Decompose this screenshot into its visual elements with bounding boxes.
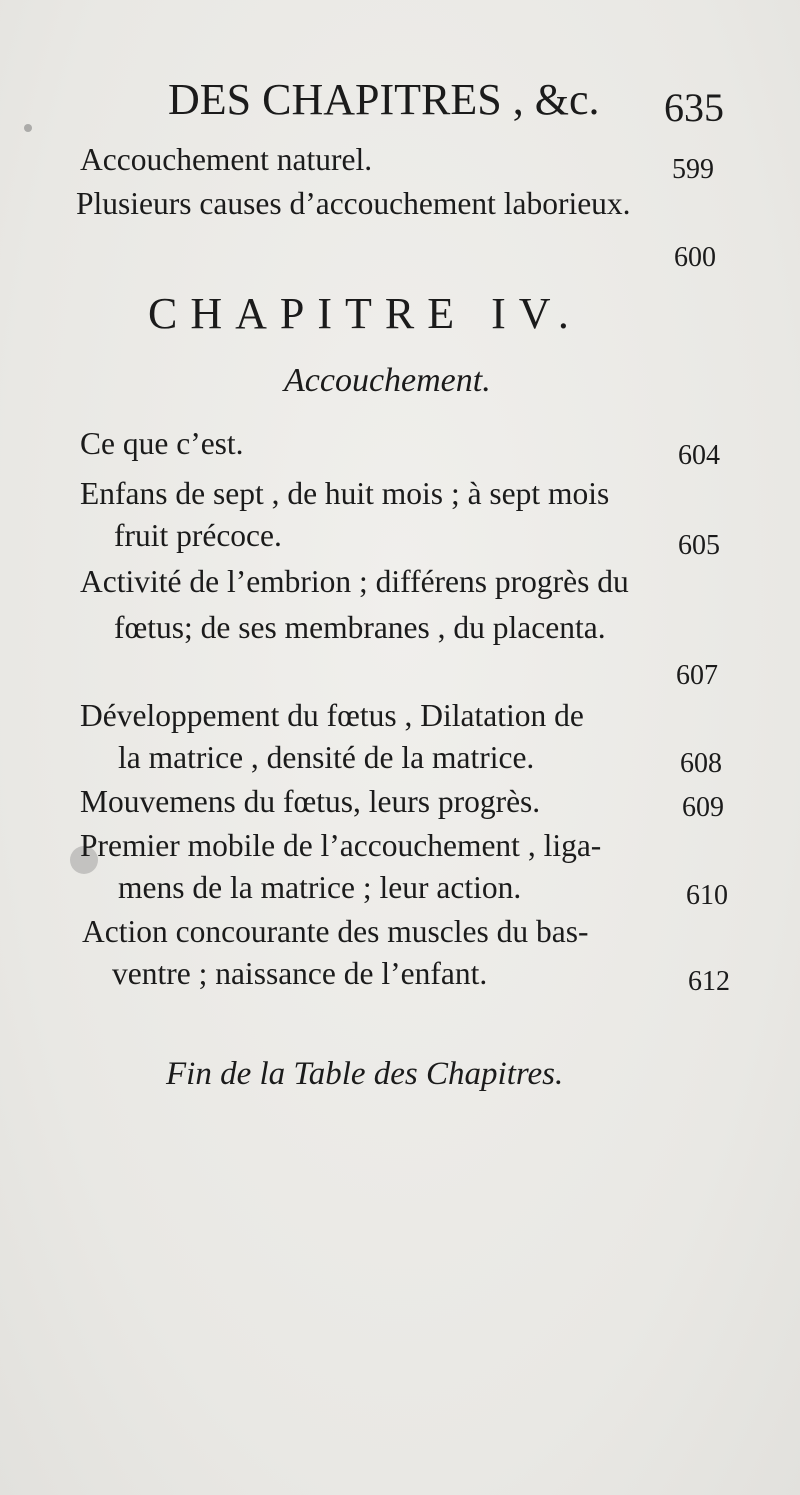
entry-page: 608 [680,748,722,779]
entry-text: Enfans de sept , de huit mois ; à sept mois [80,476,610,511]
entry-page: 610 [686,880,728,911]
entry-text: Premier mobile de l’accouchement , liga- [80,828,602,863]
entry-page: 604 [678,440,720,471]
entry-page: 609 [682,792,724,823]
running-title: DES CHAPITRES , &c. [168,75,600,124]
entry-text: Ce que c’est. [80,426,244,461]
entry-page: 605 [678,530,720,561]
entry-text: la matrice , densité de la matrice. [118,740,535,775]
entry-text: Plusieurs causes d’accouchement laborieux. [76,186,631,221]
entry-text: Activité de l’embrion ; différens progrès du [80,564,629,599]
chapter-subtitle: Accouchement. [284,362,491,399]
entry-text: mens de la matrice ; leur action. [118,870,522,905]
entry-text: Accouchement naturel. [80,142,373,177]
entry-page: 600 [674,242,716,273]
entry-page: 607 [676,660,718,691]
entry-text: Action concourante des muscles du bas- [82,914,589,949]
running-header [0,74,800,134]
page-number: 635 [664,85,724,130]
entry-text: fruit précoce. [114,518,282,553]
entry-text: Développement du fœtus , Dilatation de [80,698,584,733]
entry-text: Mouvemens du fœtus, leurs progrès. [80,784,541,819]
entry-page: 599 [672,154,714,185]
entry-text: fœtus; de ses membranes , du placenta. [114,610,606,645]
chapter-heading: CHAPITRE IV. [148,289,582,338]
end-note: Fin de la Table des Chapitres. [166,1056,564,1092]
entry-text: ventre ; naissance de l’enfant. [112,956,488,991]
entry-page: 612 [688,966,730,997]
